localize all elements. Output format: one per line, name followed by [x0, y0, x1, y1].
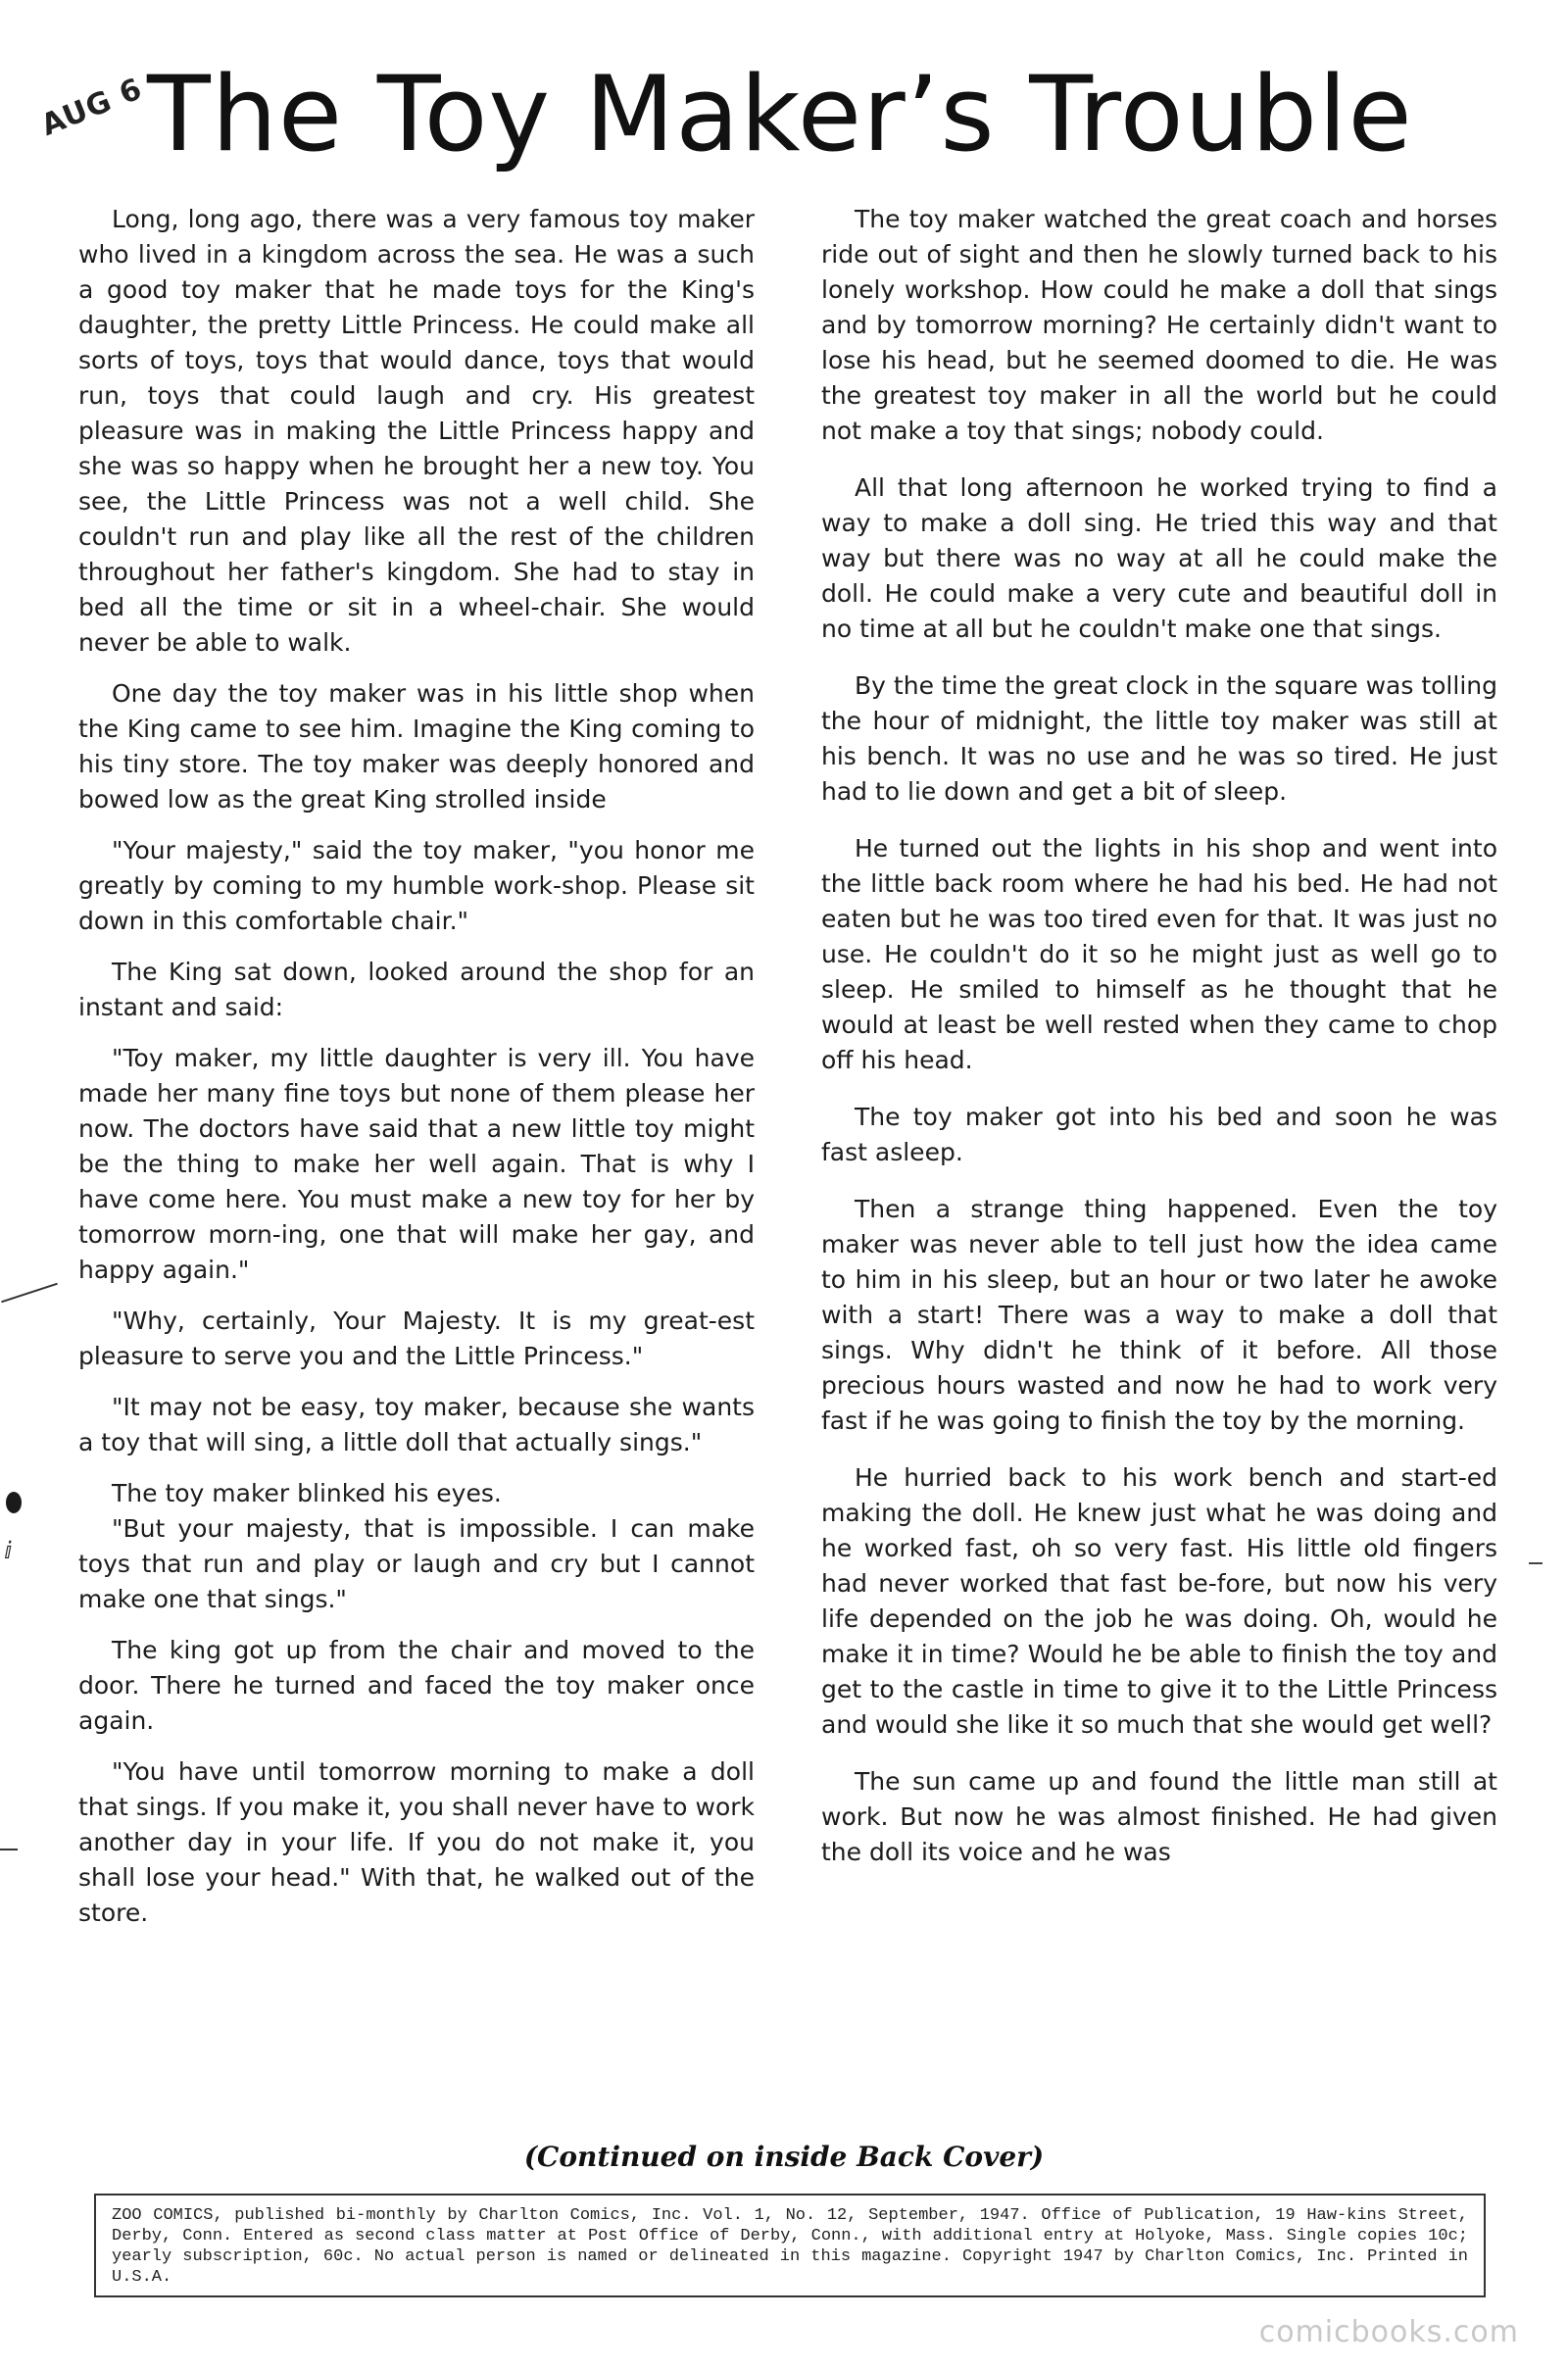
story-paragraph: Long, long ago, there was a very famous toy maker who lived in a kingdom across the sea. He was a such a good toy maker that he made toys for the King's daughter, the pretty Little Princess. He could make all sorts of toys, toys that would dance, toys that would run, toys that could laugh and cry. His greatest pleasure was in making the Little Princess happy and she was so happy when he brought her a new toy. You see, the Little Princess was not a well child. She couldn't run and play like all the rest of the children throughout her father's kingdom. She had to stay in bed all the time or sit in a wheel-chair. She would never be able to walk. [78, 205, 755, 657]
story-paragraph: The King sat down, looked around the shop for an instant and said: [78, 958, 755, 1021]
ink-scribble-mark: ⅈ [4, 1537, 13, 1564]
pen-stroke-mark [0, 1849, 18, 1850]
story-paragraph: One day the toy maker was in his little shop when the King came to see him. Imagine the King coming to his tiny store. The toy maker was deeply honored and bowed low as the great King strolled inside [78, 679, 755, 814]
story-paragraph: "It may not be easy, toy maker, because she wants a toy that will sing, a little doll that actually sings." [78, 1393, 755, 1456]
story-paragraph: "Why, certainly, Your Majesty. It is my great-est pleasure to serve you and the Little Princess." [78, 1307, 755, 1370]
story-paragraph: "You have until tomorrow morning to make a doll that sings. If you make it, you shall never have to work another day in your life. If you do not make it, you shall lose your head." With that, he walked out of the store. [78, 1757, 755, 1927]
pen-stroke-mark [1, 1283, 58, 1303]
story-paragraph: "Toy maker, my little daughter is very ill. You have made her many fine toys but none of them please her now. The doctors have said that a new little toy might be the thing to make her well again. That is why I have come here. You must make a new toy for her by tomorrow morn-ing, one that will make her gay, and happy again." [78, 1044, 755, 1284]
story-paragraph: The toy maker blinked his eyes. [112, 1479, 502, 1507]
page-title: The Toy Maker’s Trouble [147, 54, 1413, 174]
left-text-column [78, 202, 755, 1947]
story-paragraph: "Your majesty," said the toy maker, "you honor me greatly by coming to my humble work-shop. Please sit down in this comfortable chair." [78, 836, 755, 935]
story-paragraph: "But your majesty, that is impossible. I can make toys that run and play or laugh and cry but I cannot make one that sings." [78, 1514, 755, 1613]
story-paragraph: He hurried back to his work bench and start-ed making the doll. He knew just what he was doing and he worked fast, oh so very fast. His little old fingers had never worked that fast be-fore, but now his very life depended on the job he was doing. Oh, would he make it in time? Would he be able to finish the toy and get to the castle in time to give it to the Little Princess and would she like it so much that she would get well? [821, 1463, 1497, 1739]
story-paragraph: Then a strange thing happened. Even the toy maker was never able to tell just how the idea came to him in his sleep, but an hour or two later he awoke with a start! There was a way to make a doll that sings. Why didn't he think of it before. All those precious hours wasted and now he had to work very fast if he was going to finish the toy by the morning. [821, 1195, 1497, 1435]
date-stamp: AUG 6 [36, 72, 148, 143]
story-paragraph: The king got up from the chair and moved to the door. There he turned and faced the toy maker once again. [78, 1636, 755, 1735]
story-paragraph: He turned out the lights in his shop and went into the little back room where he had his bed. He had not eaten but he was too tired even for that. It was just no use. He couldn't do it so he might just as well go to sleep. He smiled to himself as he thought that he would at least be well rested when they came to chop off his head. [821, 834, 1497, 1074]
story-paragraph: By the time the great clock in the square was tolling the hour of midnight, the little toy maker was still at his bench. It was no use and he was so tired. He just had to lie down and get a bit of sleep. [821, 671, 1497, 806]
continued-note: (Continued on inside Back Cover) [523, 2141, 1045, 2173]
story-paragraph: The sun came up and found the little man still at work. But now he was almost finished. He had given the doll its voice and he was [821, 1767, 1497, 1866]
publication-notice: ZOO COMICS, published bi-monthly by Charlton Comics, Inc. Vol. 1, No. 12, September, 1947. Office of Publication, 19 Haw-kins Street, Derby, Conn. Entered as second class matter at Post Office of Derby, Conn., with additional entry at Holyoke, Mass. Single copies 10c; yearly subscription, 60c. No actual person is named or delineated in this magazine. Copyright 1947 by Charlton Comics, Inc. Printed in U.S.A. [94, 2194, 1486, 2297]
story-paragraph: The toy maker got into his bed and soon he was fast asleep. [821, 1103, 1497, 1166]
ink-blot-mark [6, 1492, 22, 1513]
story-paragraph: All that long afternoon he worked trying to find a way to make a doll sing. He tried this way and that way but there was no way at all he could make the doll. He could make a very cute and beautiful doll in no time at all but he couldn't make one that sings. [821, 473, 1497, 643]
story-paragraph: The toy maker watched the great coach and horses ride out of sight and then he slowly turned back to his lonely workshop. How could he make a doll that sings and by tomorrow morning? He certainly didn't want to lose his head, but he seemed doomed to die. He was the greatest toy maker in all the world but he could not make a toy that sings; nobody could. [821, 205, 1497, 445]
site-watermark: comicbooks.com [1258, 2315, 1519, 2349]
pen-stroke-mark [1529, 1562, 1543, 1564]
right-text-column [821, 202, 1497, 1886]
